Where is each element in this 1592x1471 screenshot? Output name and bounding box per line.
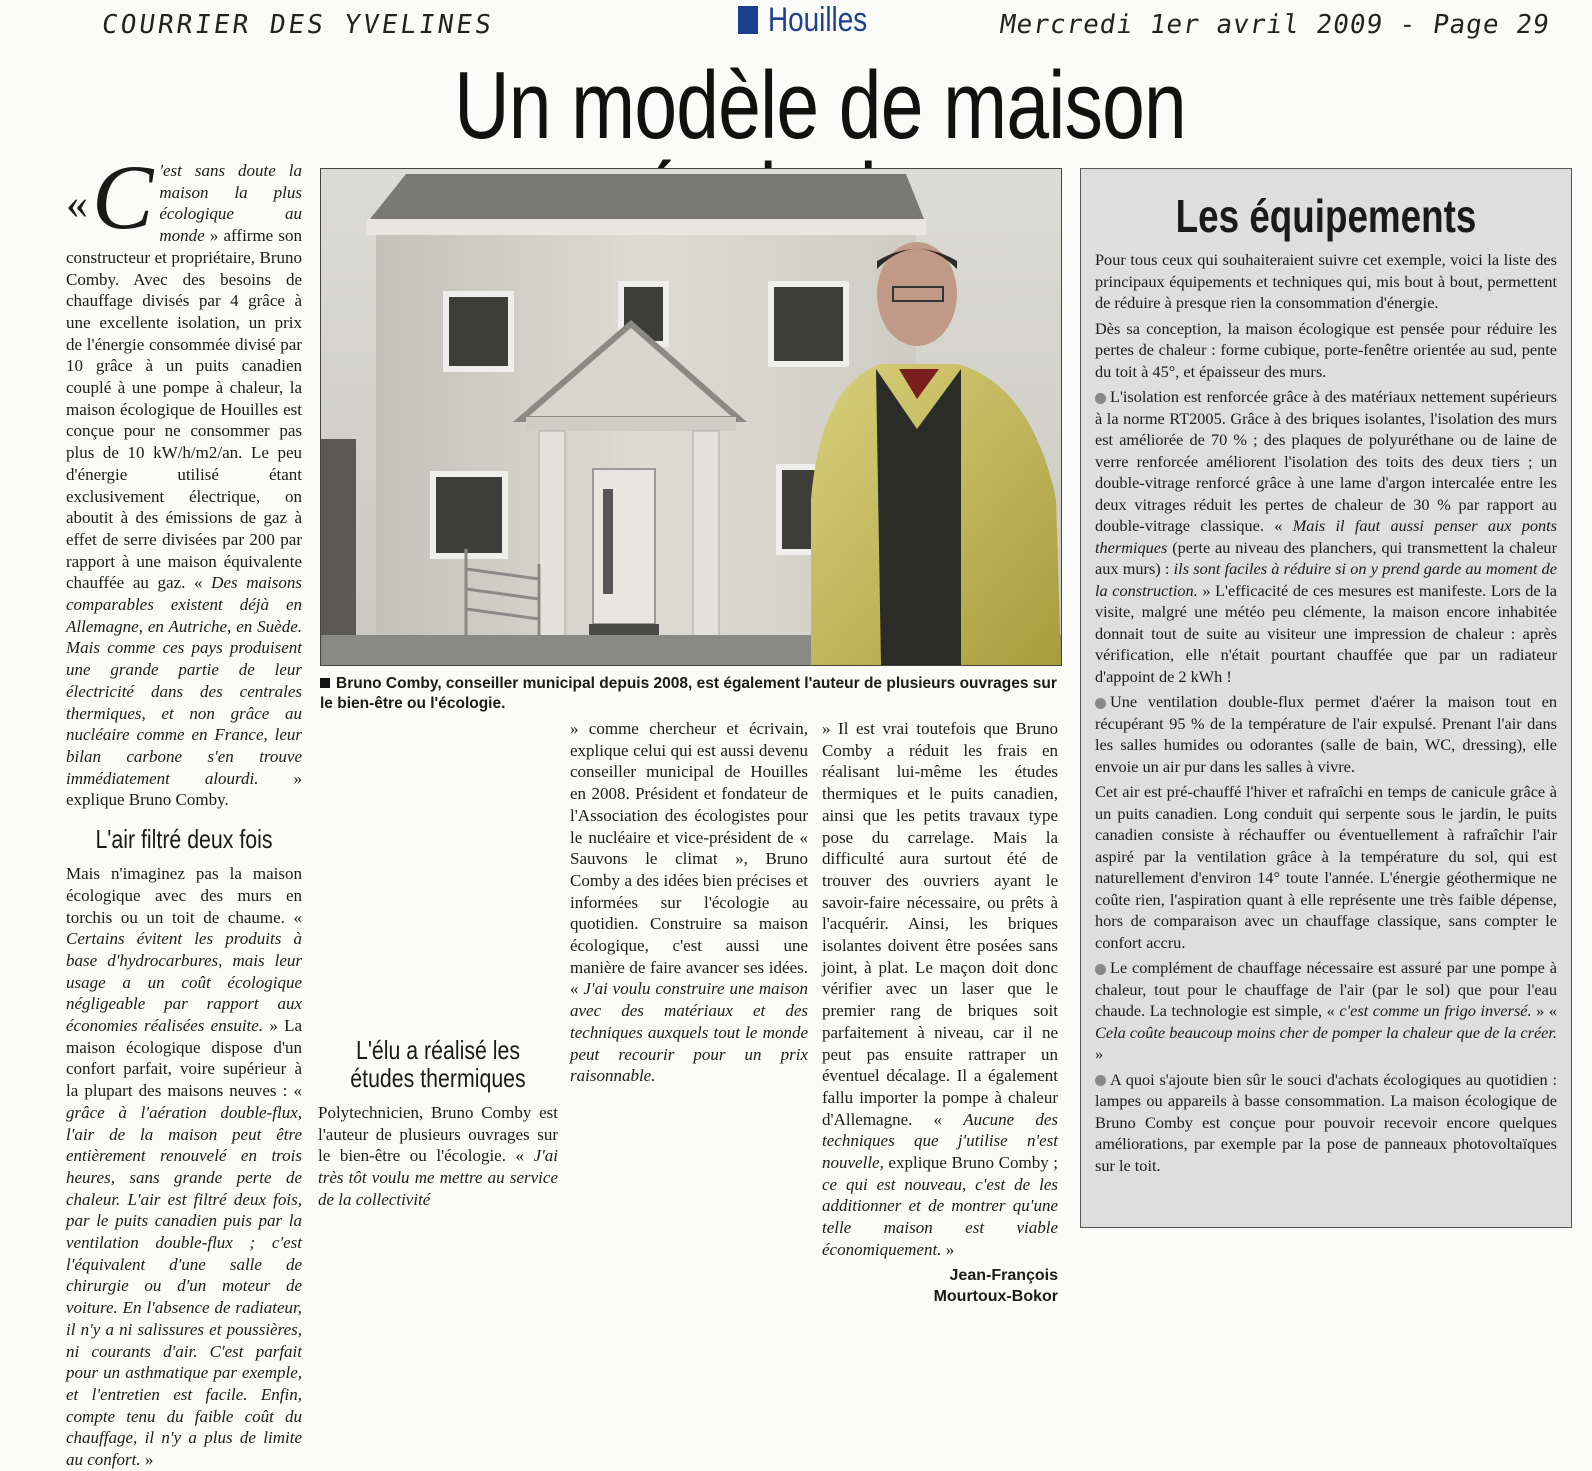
caption-text: Bruno Comby, conseiller municipal depuis 2008, est également l'auteur de plusieurs ouvrages sur le bien-être ou l'écologie. xyxy=(320,675,1057,712)
bullet-icon xyxy=(1095,964,1106,975)
headline: Un modèle de maison xyxy=(454,52,1186,159)
lead-paragraph-quote: Des maisons comparables existent déjà en Allemagne, en Autriche, en Suède. Mais comme ces pays produisent une grande partie de leur électricité dans des centrales thermiques, et non grâce au nucléaire comme en France, leur bilan carbone s'en trouve immédiatement alourdi. xyxy=(66,573,302,788)
paragraph-3-quote-3: Aucune des techniques que j'utilise n'est nouvelle, xyxy=(822,1109,1058,1173)
section-tag xyxy=(738,2,889,38)
subhead-elu: L'élu a réalisé les études thermiques xyxy=(350,1035,526,1093)
paragraph-3c: » Il est vrai toutefois que Bruno Comby a réduit les frais en réalisant lui-même les études thermiques et le puits canadien, ainsi que les petits travaux type pose du carrelage. Mais la difficulté aura surtout été de trouver des ouvriers ayant le savoir-faire nécessaire, ou prêts à l'acquérir. Ainsi, les briques isolantes doivent être posées sans joint, à plat. Le maçon doit donc vérifier avec un laser que le premier rang de briques soit parfaitement à niveau, car il ne peut pas ensuite rattraper un éventuel décalage. Il a également fallu importer la pompe à chaleur d'Allemagne. « xyxy=(822,719,1058,1129)
bullet-icon xyxy=(1095,698,1106,709)
sidebar-title: Les équipements xyxy=(1175,190,1477,242)
byline xyxy=(822,1265,1058,1307)
isolation-quote-2: ils sont faciles à réduire si on y prend garde au moment de la construction. xyxy=(1095,559,1557,600)
paragraph-2a: Mais n'imaginez pas la maison écologique avec des murs en torchis ou un toit de chaume. « xyxy=(66,864,302,927)
paragraph-3a: Polytechnicien, Bruno Comby est l'auteur de plusieurs ouvrages sur le bien-être ou l'écologie. « xyxy=(318,1103,558,1166)
isolation-text-3: » L'efficacité de ces mesures est manifeste. Lors de la visite, malgré une météo peu clémente, la maison encore inhabitée donnait tout de suite au visiteur une impression de chaleur : après vérification, elle n'était pourtant chauffée que par un radiateur d'appoint de 2 kWh ! xyxy=(1095,580,1558,686)
paragraph-2-end: » xyxy=(140,1450,154,1470)
sidebar-achats xyxy=(1095,1069,1557,1177)
isolation-text-2: (perte au niveau des planchers, qui transmettent la chaleur aux murs) : xyxy=(1095,537,1557,578)
article-column-1 xyxy=(66,146,303,1471)
lead-quote: 'est sans doute la maison la plus écologique au monde xyxy=(159,161,302,246)
article-column-2 xyxy=(318,718,558,1211)
drop-cap: C xyxy=(92,146,154,248)
article-column-4 xyxy=(822,718,1058,1307)
sidebar-conception: Dès sa conception, la maison écologique est pensée pour réduire les pertes de chaleur : forme cubique, porte-fenêtre orientée au sud, pente du toit à 45°, et épaisseur des murs. xyxy=(1095,318,1557,381)
sidebar-isolation xyxy=(1095,386,1557,687)
sidebar-pompe xyxy=(1095,957,1557,1065)
paragraph-3-quote-4: ce qui est nouveau, c'est de les additionner et de montrer qu'une telle maison est viable économiquement. xyxy=(822,1174,1058,1259)
paragraph-3-end: » xyxy=(941,1239,955,1259)
article-column-3 xyxy=(570,718,808,1087)
section-square-icon xyxy=(738,6,758,34)
pompe-end: » xyxy=(1095,1044,1104,1063)
pompe-text: Le complément de chauffage nécessaire est assuré par une pompe à chaleur, tout pour le chauffage de l'air (par le sol) que pour l'eau chaude. La technologie est simple, « xyxy=(1095,958,1557,1020)
subhead-air-filtre: L'air filtré deux fois xyxy=(95,824,273,855)
equipment-sidebar xyxy=(1080,168,1572,1228)
handwritten-date-page: Mercredi 1er avril 2009 - Page 29 xyxy=(997,10,1552,40)
paragraph-2-quote-2: grâce à l'aération double-flux, l'air de la maison peut être entièrement renouvelé en trois heures, sans grande perte de chaleur. L'air est filtré deux fois, par le puits canadien puis par la ventilation double-flux ; c'est l'équivalent d'une salle de chirurgie ou d'un moteur de voiture. En l'absence de radiateur, il n'y a ni salissures et poussières, ni courants d'air. C'est parfait pour un asthmatique par exemple, et l'entretien est facile. Enfin, compte tenu du faible coût du chauffage, il n'y a plus de limite au confort. xyxy=(66,1102,302,1470)
ventilation-text: Une ventilation double-flux permet d'aérer la maison tout en récupérant 95 % de la température de l'air expulsé. Prenant l'air dans les salles humides ou odorantes (salle de bain, WC, dressing), elle envoie un air pur dans les salles à vivre. xyxy=(1095,692,1557,776)
achats-text: A quoi s'ajoute bien sûr le souci d'achats écologiques au quotidien : lampes ou appareils à basse consommation. La maison écologique de Bruno Comby est conçue pour pouvoir recevoir encore quelques améliorations, par exemple par la pose de panneaux photovoltaïques sur le toit. xyxy=(1095,1069,1557,1175)
house-photo-illustration xyxy=(321,169,1061,665)
opening-quote: « xyxy=(66,179,88,228)
paragraph-3-quote-2: J'ai voulu construire une maison avec des matériaux et des techniques auxquels tout le monde peut recourir pour un prix raisonnable. xyxy=(570,979,809,1086)
sidebar-ventilation xyxy=(1095,691,1557,777)
byline-last: Mourtoux-Bokor xyxy=(933,1287,1058,1305)
isolation-text: L'isolation est renforcée grâce à des matériaux nettement supérieurs à la norme RT2005. Grâce à des briques isolantes, l'isolation des murs est améliorée de 70 % ; des plaques de polyuréthane ou de laine de verre renforcée améliorent l'isolation des toits des deux tiers ; un double-vitrage renforcé grâce à une lame d'argon intercalée entre les deux vitrages réduit les pertes de chaleur de 30 % par rapport au double-vitrage classique. « xyxy=(1095,387,1557,535)
caption-square-icon xyxy=(320,678,330,688)
paragraph-3d: explique Bruno Comby ; xyxy=(883,1153,1058,1173)
bullet-icon xyxy=(1095,1075,1106,1086)
bullet-icon xyxy=(1095,393,1106,404)
article-photo xyxy=(320,168,1062,666)
pompe-quote: c'est comme un frigo inversé. xyxy=(1339,1001,1532,1020)
photo-caption xyxy=(320,674,1060,714)
pompe-text-2: » « xyxy=(1531,1001,1558,1020)
sidebar-puits-canadien: Cet air est pré-chauffé l'hiver et rafraîchi en temps de canicule grâce à un puits canadien. Long conduit qui serpente sous le jardin, le puits canadien consiste à réchauffer ou éventuellement à rafraîchir l'air aspiré par la ventilation grâce à la température du sol, qui est naturellement d'environ 14° toute l'année. L'énergie géothermique ne coûte rien, l'aspiration quant à elle représente une très faible dépense, hors de comparaison avec un chauffage classique, sans compter le confort accru. xyxy=(1095,782,1557,952)
paragraph-3b: » comme chercheur et écrivain, explique celui qui est aussi devenu conseiller municipal de Houilles en 2008. Président et fondateur de l'Association des écologistes pour le nucléaire et vice-président de « Sauvons le climat », Bruno Comby a des idées bien précises et informées sur l'écologie au quotidien. Construire sa maison écologique, c'est aussi une manière de faire avancer ses idées. « xyxy=(570,719,808,999)
sidebar-intro: Pour tous ceux qui souhaiteraient suivre cet exemple, voici la liste des principaux équipements et techniques qui, mis bout à bout, permettent de réduire à presque rien la consommation d'énergie. xyxy=(1095,250,1557,312)
byline-first: Jean-François xyxy=(949,1266,1058,1284)
paragraph-2-quote: Certains évitent les produits à base d'hydrocarbures, mais leur usage a un coût écologique négligeable par rapport aux économies réalisées ensuite. xyxy=(66,929,302,1036)
pompe-quote-2: Cela coûte beaucoup moins cher de pomper la chaleur que de la créer. xyxy=(1095,1022,1557,1042)
lead-paragraph: » affirme son constructeur et propriétaire, Bruno Comby. Avec des besoins de chauffage divisés par 4 grâce à une excellente isolation, un prix de l'énergie consommée divisé par 10 grâce à un puits canadien couplé à une pompe à chaleur, la maison écologique de Houilles est conçue pour ne consommer pas plus de 10 kW/h/m2/an. Le peu d'énergie utilisé étant exclusivement électrique, on aboutit à des émissions de gaz à effet de serre divisées par 200 par rapport à une maison équivalente chauffée au gaz. « xyxy=(66,226,302,593)
handwritten-publication-name: COURRIER DES YVELINES xyxy=(99,10,496,40)
isolation-quote: Mais il faut aussi penser aux ponts thermiques xyxy=(1095,516,1557,557)
paragraph-2b: » La maison écologique dispose d'un confort parfait, voire supérieur à la plupart des maisons neuves : « xyxy=(66,1016,302,1101)
lead-paragraph-end: » explique Bruno Comby. xyxy=(66,768,303,810)
paragraph-3-quote: J'ai très tôt voulu me mettre au service de la collectivité xyxy=(318,1146,558,1209)
section-label: Houilles xyxy=(768,0,868,39)
